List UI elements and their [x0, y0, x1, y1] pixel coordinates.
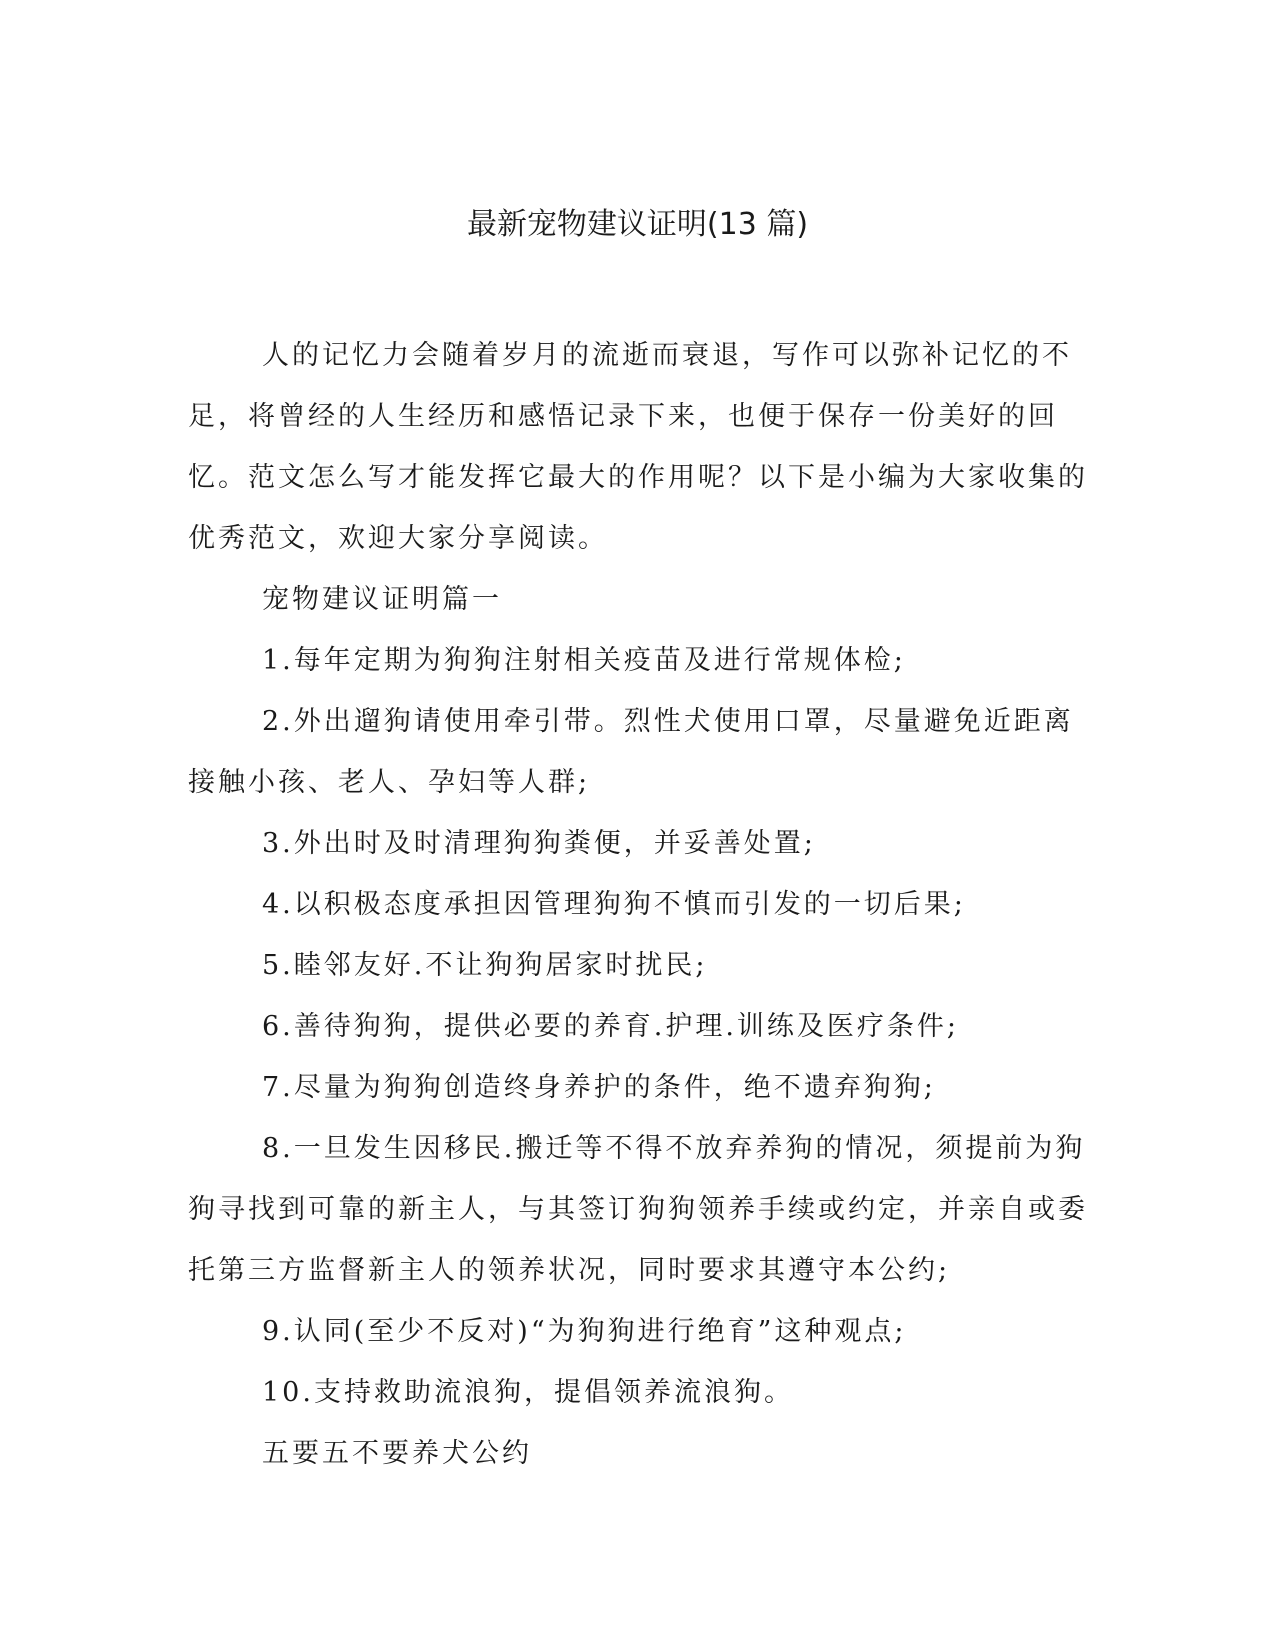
section-heading: 宠物建议证明篇一 — [262, 584, 502, 615]
list-item: 9.认同(至少不反对)“为狗狗进行绝育”这种观点; — [262, 1316, 907, 1347]
document-body — [188, 325, 1088, 1484]
document-title: 最新宠物建议证明(13 篇) — [466, 207, 809, 242]
list-item: 8.一旦发生因移民.搬迁等不得不放弃养狗的情况，须提前为狗狗寻找到可靠的新主人，与其签订狗狗领养手续或约定，并亲自或委托第三方监督新主人的领养状况，同时要求其遵守本公约; — [188, 1133, 1088, 1286]
list-item: 10.支持救助流浪狗，提倡领养流浪狗。 — [262, 1377, 794, 1408]
list-item: 5.睦邻友好.不让狗狗居家时扰民; — [262, 950, 708, 981]
section-heading: 五要五不要养犬公约 — [262, 1438, 532, 1469]
list-item: 4.以积极态度承担因管理狗狗不慎而引发的一切后果; — [262, 889, 966, 920]
list-item: 1.每年定期为狗狗注射相关疫苗及进行常规体检; — [262, 645, 906, 676]
list-item: 3.外出时及时清理狗狗粪便，并妥善处置; — [262, 828, 816, 859]
list-item: 7.尽量为狗狗创造终身养护的条件，绝不遗弃狗狗; — [262, 1072, 936, 1103]
list-item: 6.善待狗狗，提供必要的养育.护理.训练及医疗条件; — [262, 1011, 960, 1042]
intro-paragraph: 人的记忆力会随着岁月的流逝而衰退，写作可以弥补记忆的不足，将曾经的人生经历和感悟记录下来，也便于保存一份美好的回忆。范文怎么写才能发挥它最大的作用呢？以下是小编为大家收集的优秀范文，欢迎大家分享阅读。 — [188, 340, 1088, 554]
list-item: 2.外出遛狗请使用牵引带。烈性犬使用口罩，尽量避免近距离接触小孩、老人、孕妇等人群; — [188, 706, 1074, 798]
